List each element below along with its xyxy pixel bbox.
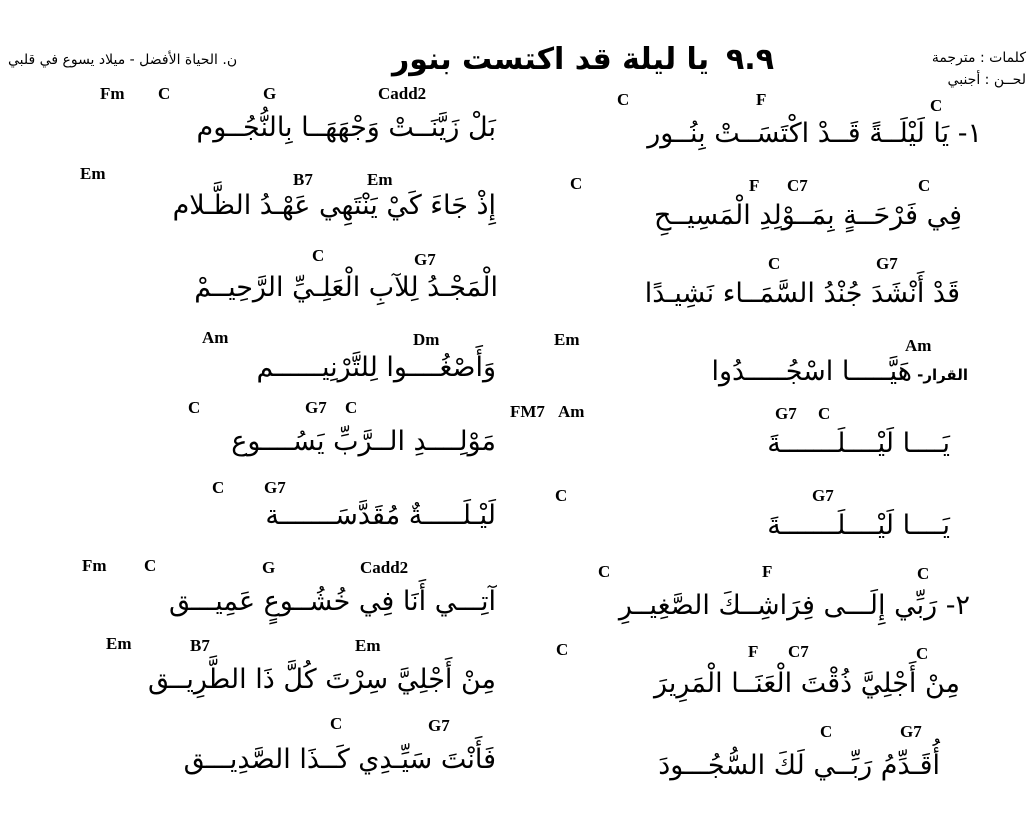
chord: Am [558, 402, 585, 421]
chorus-label: القرار- [917, 366, 968, 384]
chord: G7 [414, 250, 436, 269]
chord: B7 [190, 636, 210, 655]
chord: Em [355, 636, 381, 655]
chord: F [762, 562, 773, 581]
chord: F [748, 642, 759, 661]
chord: C [556, 640, 569, 659]
chord: G7 [428, 716, 450, 735]
chord: Am [905, 336, 932, 355]
lyric-line: مِنْ أَجْلِيَّ ذُقْتَ الْعَنَــا الْمَرِيرَ [653, 668, 960, 699]
lyric-line: لَيْـلَـــــةٌ مُقَدَّسَـــــــة [265, 500, 496, 531]
chord: Fm [100, 84, 125, 103]
chord: C [312, 246, 325, 265]
lyric-line: ١- يَا لَيْلَــةً قَــدْ اكْتَسَــتْ بِنُــور [647, 118, 982, 149]
chord: G7 [876, 254, 898, 273]
chord: G [263, 84, 277, 103]
chord: C [570, 174, 583, 193]
lyric-line: يَــــا لَيْــــلَـــــــةَ [767, 510, 950, 541]
chord: G7 [812, 486, 834, 505]
chord: C [768, 254, 781, 273]
lyric-line: مَوْلِــــدِ الــرَّبِّ يَسُــــوع [231, 426, 496, 457]
lyric-line: أُقَـدِّمُ رَبِّــي لَكَ السُّجُـــودَ [658, 750, 940, 781]
lyric-line: فِي فَرْحَــةٍ بِمَــوْلِدِ الْمَسِيــحِ [653, 200, 962, 231]
chord: C [820, 722, 833, 741]
lyric-line: بَلْ زَيَّنَــتْ وَجْهَهَــا بِالنُّجُــوم [196, 112, 496, 143]
chord: C [918, 176, 931, 195]
chord: Cadd2 [360, 558, 409, 577]
words-credit: كلمات : مترجمة [931, 50, 1026, 66]
chord: F [756, 90, 767, 109]
lyric-line: الْمَجْـدُ لِلآبِ الْعَلِـيِّ الرَّحِيــمْ [194, 272, 498, 303]
chord: Fm [82, 556, 107, 575]
chord: Dm [413, 330, 440, 349]
lyric-line: قَدْ أَنْشَدَ جُنْدُ السَّمَــاء نَشِيـدًا [644, 278, 960, 309]
song-title: يا ليلة قد اكتست بنور [392, 42, 710, 77]
chord: C [917, 564, 930, 583]
lyric-line: مِنْ أَجْلِيَّ سِرْتَ كُلَّ ذَا الطَّرِيــق [148, 664, 496, 695]
chord: C7 [788, 642, 809, 661]
lyric-line: فَأَنْتَ سَيِّـدِي كَــذَا الصَّدِيـــق [183, 744, 496, 775]
chord: C [212, 478, 225, 497]
lyric-line: آتِـــي أَنَا فِي خُشُــوعٍ عَمِيـــق [168, 586, 496, 617]
source-credit: ن. الحياة الأفضل - ميلاد يسوع في قلبي [8, 52, 238, 68]
chord: Em [106, 634, 132, 653]
lyric-line: ٢- رَبِّي إِلَـــى فِرَاشِــكَ الصَّغِيــرِ [618, 590, 970, 621]
chord: C [330, 714, 343, 733]
chord: G7 [305, 398, 327, 417]
chord: C [345, 398, 358, 417]
lyric-line: هَيَّـــــا اسْجُـــــدُوا [711, 356, 912, 387]
chord: C [617, 90, 630, 109]
chord: B7 [293, 170, 313, 189]
chord: G7 [264, 478, 286, 497]
chord: Cadd2 [378, 84, 427, 103]
song-number: ٩.٩ [726, 42, 775, 77]
chord: C7 [787, 176, 808, 195]
chord: F [749, 176, 760, 195]
chord: G7 [775, 404, 797, 423]
chord: C [188, 398, 201, 417]
chord: C [598, 562, 611, 581]
chord: Em [554, 330, 580, 349]
chord: FM7 [510, 402, 545, 421]
chord: C [555, 486, 568, 505]
chord: G7 [900, 722, 922, 741]
chord: G [262, 558, 276, 577]
chord: Em [367, 170, 393, 189]
chord: C [158, 84, 171, 103]
chord: C [930, 96, 943, 115]
melody-credit: لحــن : أجنبي [947, 72, 1026, 88]
chord: Am [202, 328, 229, 347]
chord: Em [80, 164, 106, 183]
lyric-line: إِذْ جَاءَ كَيْ يَنْتَهِي عَهْـدُ الظَّـلام [172, 190, 496, 221]
lyric-line: وَأَصْغُــــوا لِلتَّرْنِيــــــم [256, 352, 496, 383]
chord: C [144, 556, 157, 575]
chord: C [916, 644, 929, 663]
lyric-line: يَــــا لَيْــــلَـــــــةَ [767, 428, 950, 459]
chord: C [818, 404, 831, 423]
